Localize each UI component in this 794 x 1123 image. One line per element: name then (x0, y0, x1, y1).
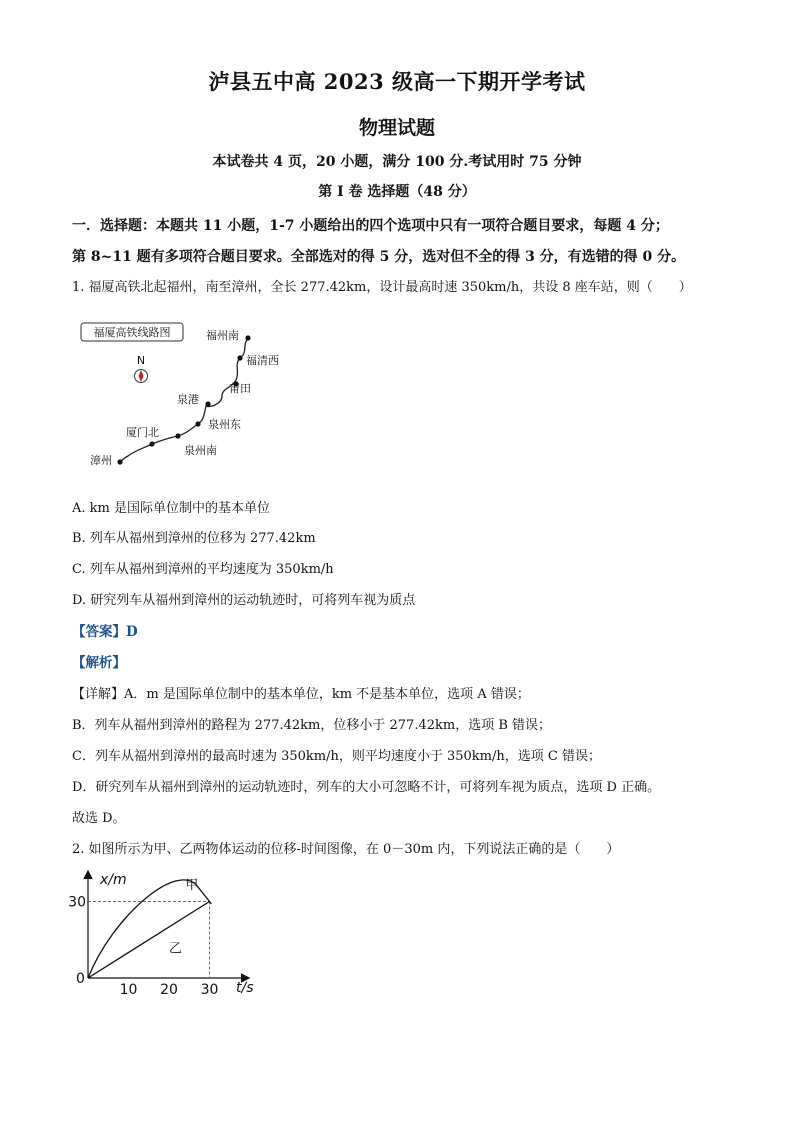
q1-option-b: B. 列车从福州到漳州的位移为 277.42km (72, 531, 316, 546)
station-label: 厦门北 (126, 426, 159, 439)
station-dot-xiamen-north (149, 441, 154, 446)
rail-route-map (72, 318, 302, 474)
station-label: 泉港 (177, 393, 199, 406)
station-dot-quangang (205, 401, 210, 406)
analysis-label: 【解析】 (72, 655, 126, 671)
station-label: 莆田 (229, 382, 251, 395)
origin-label: 0 (76, 971, 85, 987)
subject-title: 物理试题 (358, 117, 435, 139)
x-tick-label: 10 (119, 982, 138, 998)
station-label: 漳州 (90, 454, 112, 467)
part-heading: 第 I 卷 选择题（48 分） (318, 184, 476, 200)
series-line-1 (88, 902, 210, 979)
q2-stem: 2. 如图所示为甲、乙两物体运动的位移-时间图像，在 0－30m 内，下列说法正确的是（ ） (72, 842, 620, 857)
q1-stem: 1. 福厦高铁北起福州，南至漳州，全长 277.42km，设计最高时速 350km/h，共设 8 座车站，则（ ） (72, 280, 692, 295)
detail-line: D．研究列车从福州到漳州的运动轨迹时，列车的大小可忽略不计，可将列车视为质点，选项 D 正确。 (72, 780, 661, 795)
station-dot-fuqing-west (237, 355, 242, 360)
station-dot-zhangzhou (117, 459, 122, 464)
q1-option-c: C. 列车从福州到漳州的平均速度为 350km/h (72, 562, 334, 577)
x-tick-label: 20 (160, 982, 178, 998)
station-label: 泉州东 (208, 418, 241, 431)
answer-label: 【答案】D (72, 624, 138, 640)
y-axis-label: x/m (100, 872, 127, 888)
x-tick-label: 30 (200, 982, 219, 998)
section-instruction-line1: 一．选择题：本题共 11 小题，1-7 小题给出的四个选项中只有一项符合题目要求，每题 4 分； (72, 218, 669, 234)
section-instruction-line2: 第 8~11 题有多项符合题目要求。全部选对的得 5 分，选对但不全的得 3 分，有选错的得 0 分。 (72, 249, 686, 265)
north-label: N (136, 354, 146, 367)
map-title: 福厦高铁线路图 (93, 326, 171, 339)
station-dot-fuzhou-south (245, 335, 250, 340)
detail-line: 【详解】A．m 是国际单位制中的基本单位，km 不是基本单位，选项 A 错误； (72, 687, 530, 702)
station-label: 福清西 (246, 354, 279, 367)
station-label: 福州南 (206, 329, 239, 342)
compass-icon (135, 370, 148, 383)
detail-line: B．列车从福州到漳州的路程为 277.42km，位移小于 277.42km，选项 B 错误； (72, 718, 552, 733)
x-axis-label: t/s (236, 980, 254, 996)
q1-option-d: D. 研究列车从福州到漳州的运动轨迹时，可将列车视为质点 (72, 593, 416, 608)
series-line-0 (88, 877, 211, 978)
series-label-yi: 乙 (169, 941, 183, 957)
series-label-jia: 甲 (185, 877, 199, 893)
exam-title: 泸县五中高 2023 级高一下期开学考试 (208, 69, 586, 94)
q1-option-a: A. km 是国际单位制中的基本单位 (72, 501, 270, 516)
station-dot-quanzhou-east (195, 421, 200, 426)
detail-line: C．列车从福州到漳州的最高时速为 350km/h，则平均速度小于 350km/h，选项 C 错误； (72, 749, 601, 764)
station-label: 泉州南 (184, 444, 217, 457)
exam-info: 本试卷共 4 页，20 小题，满分 100 分.考试用时 75 分钟 (212, 154, 582, 170)
y-tick-label: 30 (68, 894, 86, 911)
detail-line: 故选 D。 (72, 811, 126, 826)
position-time-chart (68, 866, 266, 1000)
station-dot-quanzhou-south (175, 433, 180, 438)
